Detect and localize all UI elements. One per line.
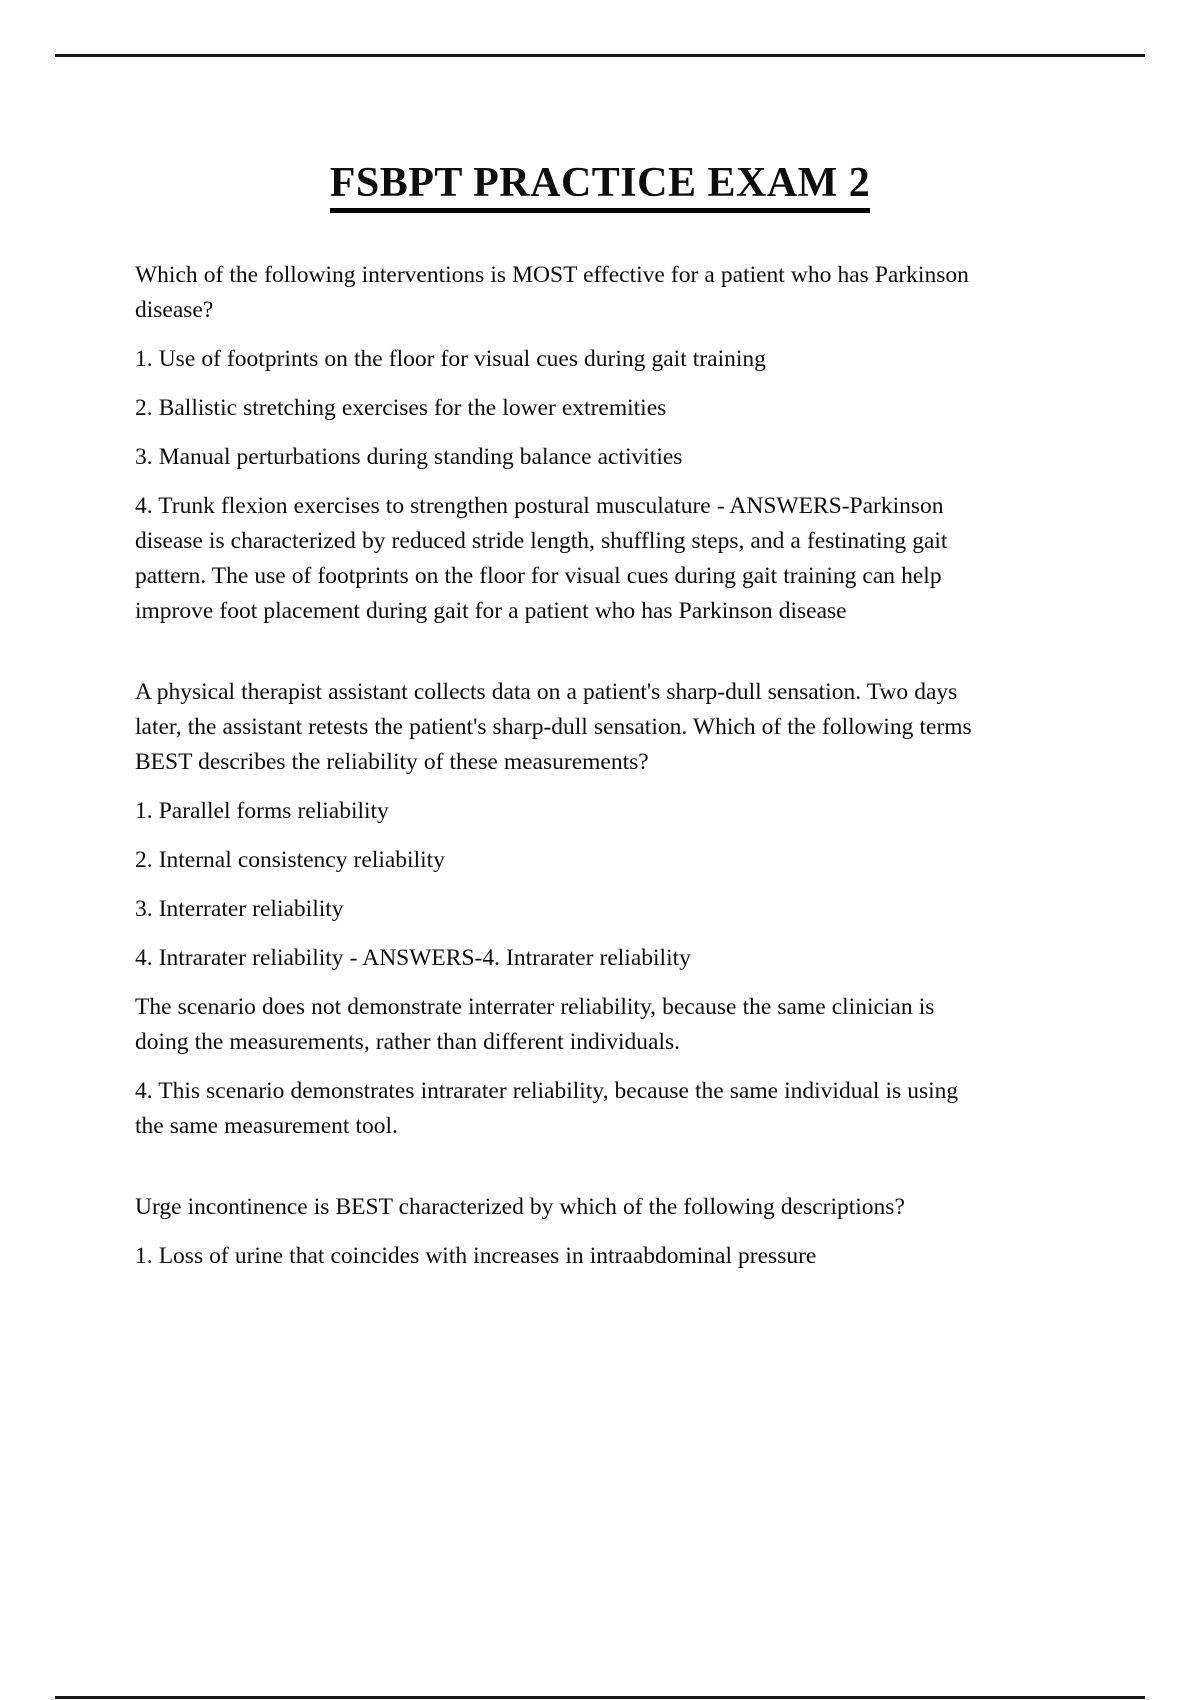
question-stem: Urge incontinence is BEST characterized by which of the following descriptions?	[135, 1194, 905, 1220]
exam-content	[135, 258, 975, 1274]
question-option: 1. Use of footprints on the floor for visual cues during gait training	[135, 346, 766, 372]
footer-rule	[55, 1696, 1145, 1699]
question-option: 2. Ballistic stretching exercises for the lower extremities	[135, 395, 667, 421]
answer-explanation: 4. This scenario demonstrates intrarater reliability, because the same individual is using the same measurement tool.	[135, 1078, 959, 1139]
question-option-with-answer: 4. Intrarater reliability - ANSWERS-4. Intrarater reliability	[135, 945, 691, 971]
question-stem: Which of the following interventions is MOST effective for a patient who has Parkinson disease?	[135, 262, 969, 323]
question-option: 3. Interrater reliability	[135, 896, 344, 922]
question-block-2	[135, 675, 975, 1144]
question-option: 1. Parallel forms reliability	[135, 798, 389, 824]
header-rule	[55, 54, 1145, 57]
question-block-1	[135, 258, 975, 629]
question-option: 2. Internal consistency reliability	[135, 847, 445, 873]
answer-explanation: The scenario does not demonstrate interrater reliability, because the same clinician is doing the measurements, rather than different individuals.	[135, 994, 935, 1055]
question-option: 3. Manual perturbations during standing balance activities	[135, 444, 683, 470]
question-stem: A physical therapist assistant collects data on a patient's sharp-dull sensation. Two days later, the assistant retests the patient's sharp-dull sensation. Which of the following terms BEST describes the reliability of these measurements?	[135, 679, 972, 775]
question-block-3	[135, 1190, 975, 1274]
page-title	[0, 160, 1200, 213]
question-option-with-answer: 4. Trunk flexion exercises to strengthen postural musculature - ANSWERS-Parkinson disease is characterized by reduced stride length, shuffling steps, and a festinating gait pattern. The use of footprints on the floor for visual cues during gait training can help improve foot placement during gait for a patient who has Parkinson disease	[135, 493, 948, 624]
question-option: 1. Loss of urine that coincides with increases in intraabdominal pressure	[135, 1243, 817, 1269]
page-title-text: FSBPT PRACTICE EXAM 2	[330, 160, 871, 213]
